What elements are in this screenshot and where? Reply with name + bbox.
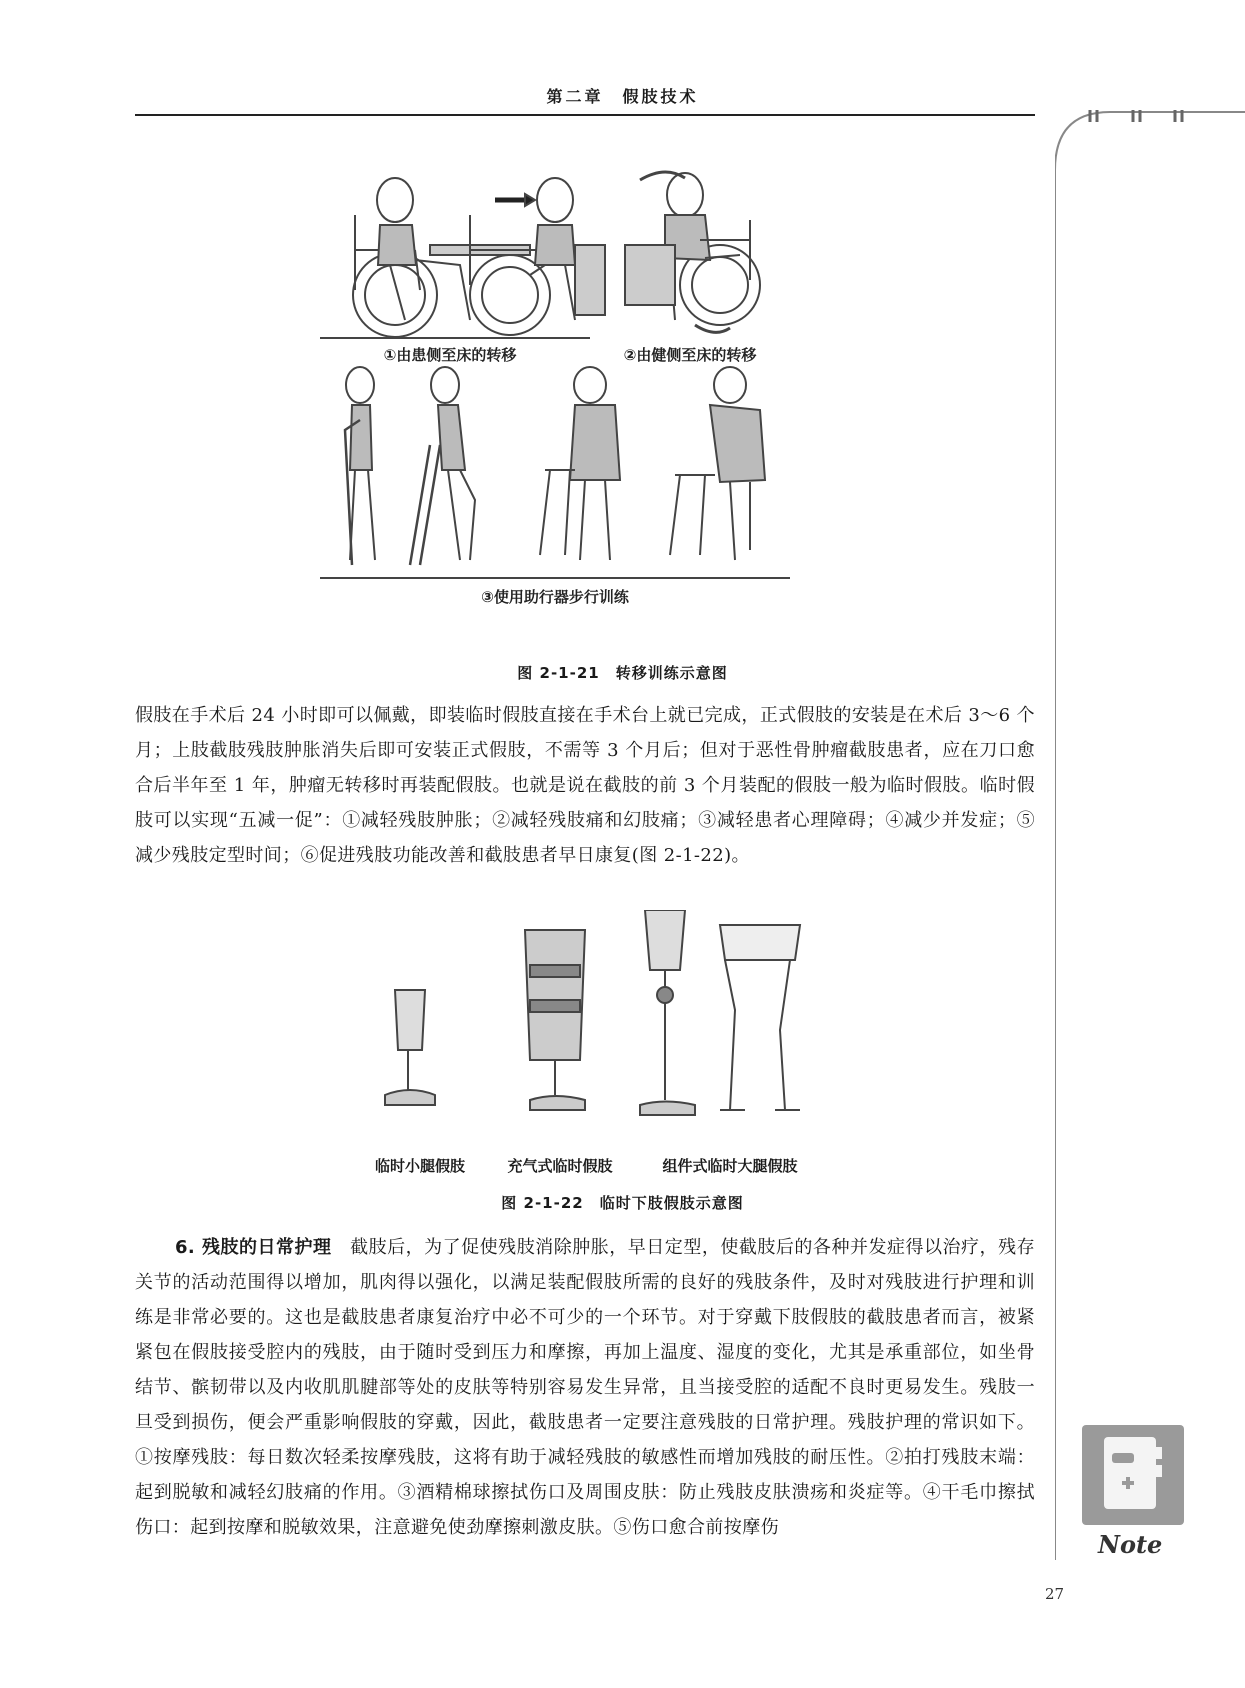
figure-caption-2-1-21: 图 2-1-21 转移训练示意图 xyxy=(517,664,728,682)
section-body: 截肢后，为了促使残肢消除肿胀，早日定型，使截肢后的各种并发症得以治疗，残存关节的活动范围得以增加，肌肉得以强化，以满足装配假肢所需的良好的残肢条件，及时对残肢进行护理和训练是非常必要的。这也是截肢患者康复治疗中必不可少的一个环节。对于穿戴下肢假肢的截肢患者而言，被紧紧包在假肢接受腔内的残肢，由于随时受到压力和摩擦，再加上温度、湿度的变化，尤其是承重部位，如坐骨结节、髌韧带以及内收肌肌腱部等处的皮肤等特别容易发生异常，且当接受腔的适配不良时更易发生。残肢一旦受到损伤，便会严重影响假肢的穿戴，因此，截肢患者一定要注意残肢的日常护理。残肢护理的常识如下。①按摩残肢：每日数次轻柔按摩残肢，这将有助于减轻残肢的敏感性而增加残肢的耐压性。②拍打残肢末端：起到脱敏和减轻幻肢痛的作用。③酒精棉球擦拭伤口及周围皮肤：防止残肢皮肤溃疡和炎症等。④干毛巾擦拭伤口：起到按摩和脱敏效果，注意避免使劲摩擦刺激皮肤。⑤伤口愈合前按摩伤 xyxy=(135,1237,1035,1538)
paragraph-1-text: 假肢在手术后 24 小时即可以佩戴，即装临时假肢直接在手术台上就已完成，正式假肢的安装是在术后 3～6 个月；上肢截肢残肢肿胀消失后即可安装正式假肢，不需等 3 个月后；但对于恶性骨肿瘤截肢患者，应在刀口愈合后半年至 1 年，肿瘤无转移时再装配假肢。也就是说在截肢的前 3 个月装配的假肢一般为临时假肢。临时假肢可以实现“五减一促”：①减轻残肢肿胀；②减轻残肢痛和幻肢痛；③减轻患者心理障碍；④减少并发症；⑤减少残肢定型时间；⑥促进残肢功能改善和截肢患者早日康复(图 2-1-22)。 xyxy=(135,705,1035,866)
section-heading: 6. 残肢的日常护理 xyxy=(175,1237,332,1258)
prosthesis-inflatable xyxy=(525,930,585,1110)
sub-caption-1: ①由患侧至床的转移 xyxy=(383,346,517,364)
label-modular-above-knee: 组件式临时大腿假肢 xyxy=(662,1157,798,1175)
label-inflatable: 充气式临时假肢 xyxy=(507,1157,613,1175)
crutch-figure-2 xyxy=(410,367,475,565)
label-below-knee: 临时小腿假肢 xyxy=(374,1157,465,1175)
sub-caption-2: ②由健侧至床的转移 xyxy=(623,346,757,364)
wheelchair-figure-2 xyxy=(470,178,605,335)
note-label: Note xyxy=(1098,1530,1163,1559)
figure-temporary-prostheses xyxy=(350,910,830,1140)
prosthesis-modular-above-knee xyxy=(640,910,695,1115)
header-rule xyxy=(135,114,1035,116)
crutch-figure-1 xyxy=(345,367,375,565)
margin-decoration xyxy=(1055,110,1245,1560)
person-with-prosthesis xyxy=(720,925,800,1110)
walker-figure-1 xyxy=(540,367,620,560)
prosthesis-below-knee xyxy=(385,990,435,1105)
running-header: 第二章 假肢技术 xyxy=(546,87,699,106)
wheelchair-figure-3 xyxy=(625,172,760,332)
note-icon xyxy=(1082,1425,1184,1525)
paragraph-temporary-prosthesis xyxy=(135,698,1035,873)
note-badge xyxy=(1082,1425,1184,1525)
page-number: 27 xyxy=(1045,1585,1065,1603)
figure-caption-2-1-22: 图 2-1-22 临时下肢假肢示意图 xyxy=(501,1194,744,1212)
sub-caption-3: ③使用助行器步行训练 xyxy=(481,588,629,606)
section-stump-care xyxy=(135,1230,1035,1545)
figure-transfer-training xyxy=(320,170,960,620)
walker-figure-2 xyxy=(670,367,765,560)
